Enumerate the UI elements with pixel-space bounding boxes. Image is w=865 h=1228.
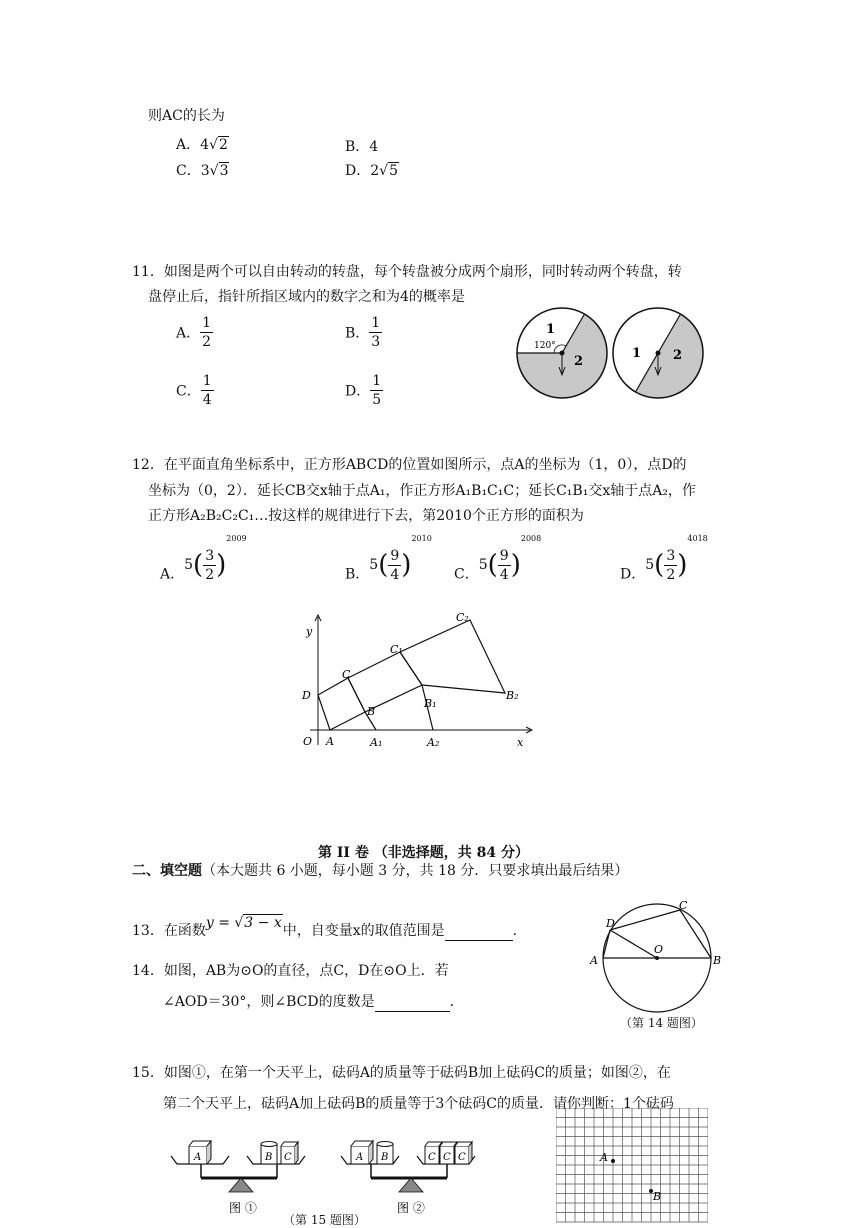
section2-heading-row: 二、填空题（本大题共 6 小题，每小题 3 分，共 18 分．只要求填出最后结果） bbox=[132, 863, 629, 879]
svg-text:D: D bbox=[302, 689, 311, 702]
q10-option-a[interactable]: A．4√2 bbox=[176, 137, 228, 153]
q12-option-b[interactable]: B．5( $\frac{9}{4}$ )$^{2010}$ bbox=[345, 534, 432, 583]
q14-line1: 14．如图，AB为⊙O的直径，点C，D在⊙O上．若 bbox=[132, 963, 449, 979]
svg-text:A: A bbox=[590, 954, 598, 967]
svg-text:O: O bbox=[303, 735, 313, 748]
right-spinner-label-1: 1 bbox=[632, 346, 642, 361]
svg-text:B: B bbox=[265, 1152, 273, 1163]
svg-text:x: x bbox=[517, 736, 524, 749]
q10-option-c[interactable]: C．3√3 bbox=[176, 163, 229, 179]
svg-text:C: C bbox=[284, 1152, 292, 1163]
q10-tail: 则AC的长为 bbox=[148, 108, 225, 124]
svg-text:y: y bbox=[306, 625, 313, 638]
q11-option-a[interactable]: A． $\frac{1}{2}$ bbox=[176, 315, 212, 350]
grid-figure bbox=[556, 1108, 708, 1224]
grid-point-b: B bbox=[653, 1190, 662, 1203]
q14-caption: （第 14 题图） bbox=[620, 1016, 703, 1030]
grid-point-a: A bbox=[600, 1151, 608, 1164]
square-abcd bbox=[318, 678, 365, 730]
fig1-label: 图 ① bbox=[229, 1201, 257, 1215]
q15-line1: 15．如图①，在第一个天平上，砝码A的质量等于砝码B加上砝码C的质量；如图②，在 bbox=[132, 1065, 671, 1081]
q14-line2: ∠AOD＝30°，则∠BCD的度数是 ． bbox=[163, 994, 464, 1010]
q10-option-d[interactable]: D．2√5 bbox=[345, 163, 398, 179]
q11-line1: 11．如图是两个可以自由转动的转盘，每个转盘被分成两个扇形，同时转动两个转盘，转 bbox=[132, 264, 682, 280]
q14-answer-blank[interactable] bbox=[375, 997, 450, 1012]
svg-text:C: C bbox=[443, 1152, 451, 1163]
svg-text:C: C bbox=[342, 668, 351, 681]
left-spinner-label-2: 2 bbox=[574, 354, 584, 369]
q12-option-a[interactable]: A．5( $\frac{3}{2}$ )$^{2009}$ bbox=[160, 534, 247, 583]
svg-text:C₂: C₂ bbox=[456, 611, 469, 624]
section2-title: 第 II 卷 （非选择题，共 84 分） bbox=[318, 845, 529, 861]
right-spinner-label-2: 2 bbox=[673, 348, 683, 363]
balance-1 bbox=[171, 1141, 305, 1192]
q11-option-c[interactable]: C． $\frac{1}{4}$ bbox=[176, 373, 212, 408]
svg-text:C: C bbox=[679, 899, 688, 912]
svg-text:C: C bbox=[428, 1152, 436, 1163]
q12-line3: 正方形A₂B₂C₂C₁…按这样的规律进行下去，第2010个正方形的面积为 bbox=[148, 508, 584, 524]
svg-text:B₂: B₂ bbox=[506, 689, 519, 702]
q13-answer-blank[interactable] bbox=[445, 926, 513, 941]
left-spinner-angle: 120° bbox=[534, 341, 556, 351]
left-spinner-label-1: 1 bbox=[546, 322, 556, 337]
q10-option-b[interactable]: B．4 bbox=[345, 139, 379, 155]
svg-text:C₁: C₁ bbox=[390, 643, 403, 656]
svg-text:A₁: A₁ bbox=[370, 736, 383, 749]
q15-line2: 第二个天平上，砝码A加上砝码B的质量等于3个砝码C的质量．请你判断：1个砝码 bbox=[163, 1096, 674, 1112]
q11-line2: 盘停止后，指针所指区域内的数字之和为4的概率是 bbox=[148, 289, 465, 305]
square-1 bbox=[348, 652, 422, 712]
q12-line2: 坐标为（0，2）．延长CB交x轴于点A₁，作正方形A₁B₁C₁C；延长C₁B₁交x轴于点A₂，作 bbox=[148, 483, 696, 499]
svg-text:O: O bbox=[654, 943, 664, 956]
q12-option-d[interactable]: D．5( $\frac{3}{2}$ )$^{4018}$ bbox=[620, 534, 708, 583]
q11-spinners-figure bbox=[510, 305, 710, 405]
svg-text:C: C bbox=[458, 1152, 466, 1163]
svg-text:A₂: A₂ bbox=[427, 736, 440, 749]
svg-text:B: B bbox=[713, 954, 722, 967]
square-2 bbox=[400, 620, 505, 693]
fig2-label: 图 ② bbox=[397, 1201, 425, 1215]
svg-text:A: A bbox=[356, 1152, 364, 1163]
q15-caption: （第 15 题图） bbox=[283, 1213, 366, 1227]
q12-line1: 12．在平面直角坐标系中，正方形ABCD的位置如图所示，点A的坐标为（1，0），点D的 bbox=[132, 457, 687, 473]
svg-text:D: D bbox=[606, 917, 615, 930]
svg-text:B: B bbox=[367, 705, 376, 718]
q11-option-d[interactable]: D． $\frac{1}{5}$ bbox=[345, 373, 382, 408]
q12-option-c[interactable]: C．5( $\frac{9}{4}$ )$^{2008}$ bbox=[454, 534, 542, 583]
q11-option-b[interactable]: B． $\frac{1}{3}$ bbox=[345, 315, 381, 350]
balance-2 bbox=[341, 1141, 475, 1192]
svg-text:A: A bbox=[326, 735, 334, 748]
svg-text:B: B bbox=[381, 1152, 389, 1163]
svg-text:A: A bbox=[194, 1152, 202, 1163]
q12-squares-figure bbox=[290, 605, 540, 755]
q13-line: 13．在函数y = √3 − x中，自变量x的取值范围是 ． bbox=[132, 915, 527, 939]
right-spinner-shaded-sector bbox=[636, 314, 704, 398]
svg-text:B₁: B₁ bbox=[424, 697, 437, 710]
